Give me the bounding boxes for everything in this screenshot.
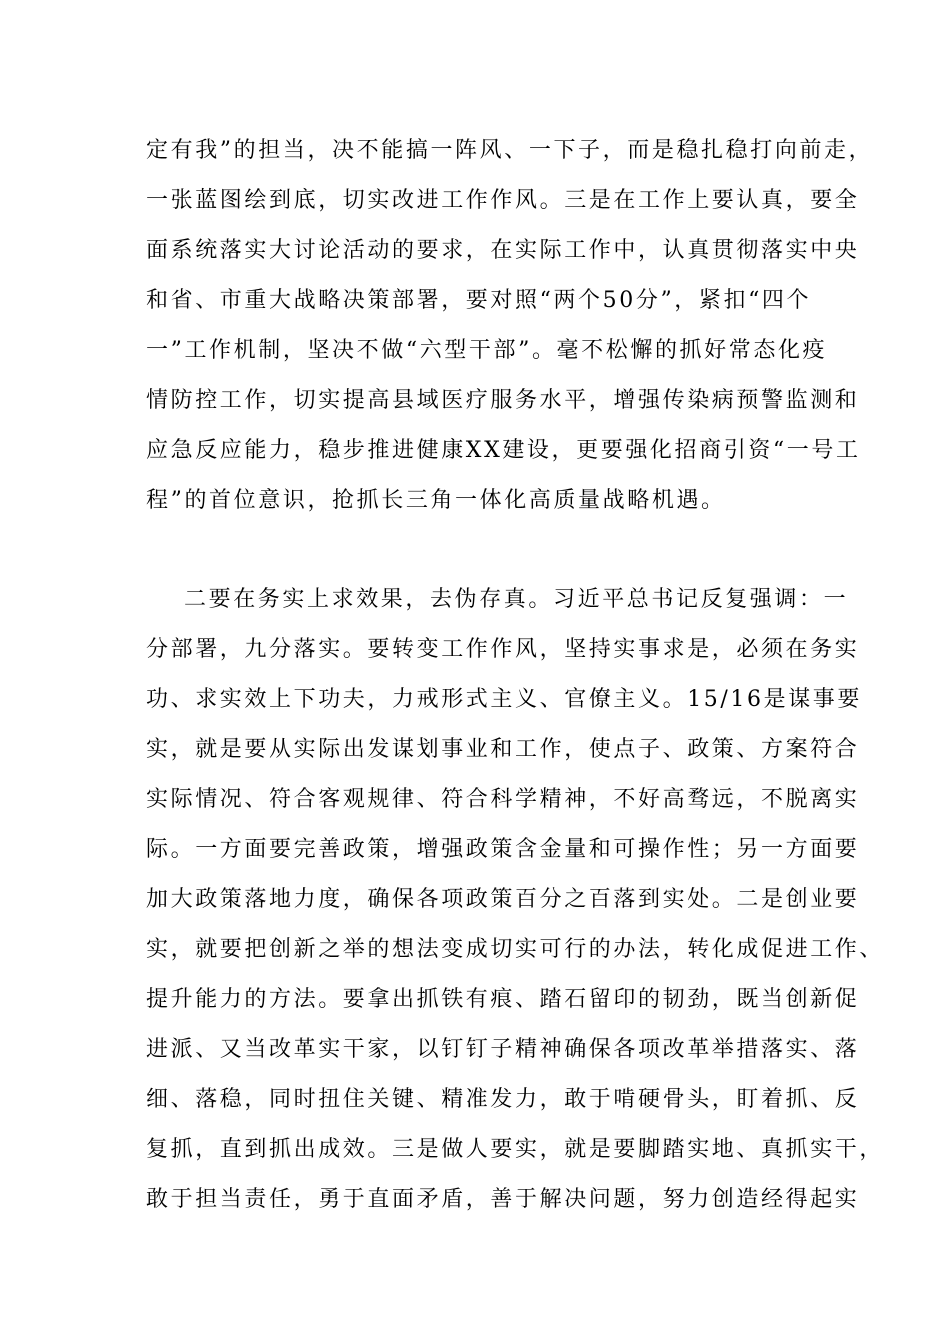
text-line: 际。一方面要完善政策，增强政策含金量和可操作性；另一方面要	[146, 837, 860, 862]
text-line: 实，就是要从实际出发谋划事业和工作，使点子、政策、方案符合	[146, 737, 860, 762]
text-line: 实，就要把创新之举的想法变成切实可行的办法，转化成促进工作、	[146, 937, 885, 962]
text-line: 实际情况、符合客观规律、符合科学精神，不好高骛远，不脱离实	[146, 787, 860, 812]
text-line: 复抓，直到抓出成效。三是做人要实，就是要脚踏实地、真抓实干，	[146, 1137, 885, 1162]
text-line: 加大政策落地力度，确保各项政策百分之百落到实处。二是创业要	[146, 887, 860, 912]
text-line: 敢于担当责任，勇于直面矛盾，善于解决问题，努力创造经得起实	[146, 1187, 860, 1212]
text-line: 分部署，九分落实。要转变工作作风，坚持实事求是，必须在务实	[146, 637, 860, 662]
text-line: 定有我”的担当，决不能搞一阵风、一下子，而是稳扎稳打向前走，	[146, 138, 874, 163]
text-line: 一”工作机制，坚决不做“六型干部”。毫不松懈的抓好常态化疫	[146, 338, 828, 363]
text-line: 情防控工作，切实提高县域医疗服务水平，增强传染病预警监测和	[146, 388, 860, 413]
text-line: 功、求实效上下功夫，力戒形式主义、官僚主义。15/16是谋事要	[146, 687, 863, 712]
text-line: 提升能力的方法。要拿出抓铁有痕、踏石留印的韧劲，既当创新促	[146, 987, 860, 1012]
text-line: 程”的首位意识，抢抓长三角一体化高质量战略机遇。	[146, 488, 726, 513]
text-line: 和省、市重大战略决策部署，要对照“两个50分”，紧扣“四个	[146, 288, 812, 313]
text-line: 应急反应能力，稳步推进健康XX建设，更要强化招商引资“一号工	[146, 438, 861, 463]
text-line: 一张蓝图绘到底，切实改进工作作风。三是在工作上要认真，要全	[146, 188, 860, 213]
text-line: 面系统落实大讨论活动的要求，在实际工作中，认真贯彻落实中央	[146, 238, 860, 263]
text-line: 细、落稳，同时扭住关键、精准发力，敢于啃硬骨头，盯着抓、反	[146, 1087, 860, 1112]
text-line: 进派、又当改革实干家，以钉钉子精神确保各项改革举措落实、落	[146, 1037, 860, 1062]
text-line: 二要在务实上求效果，去伪存真。习近平总书记反复强调：一	[184, 587, 849, 612]
